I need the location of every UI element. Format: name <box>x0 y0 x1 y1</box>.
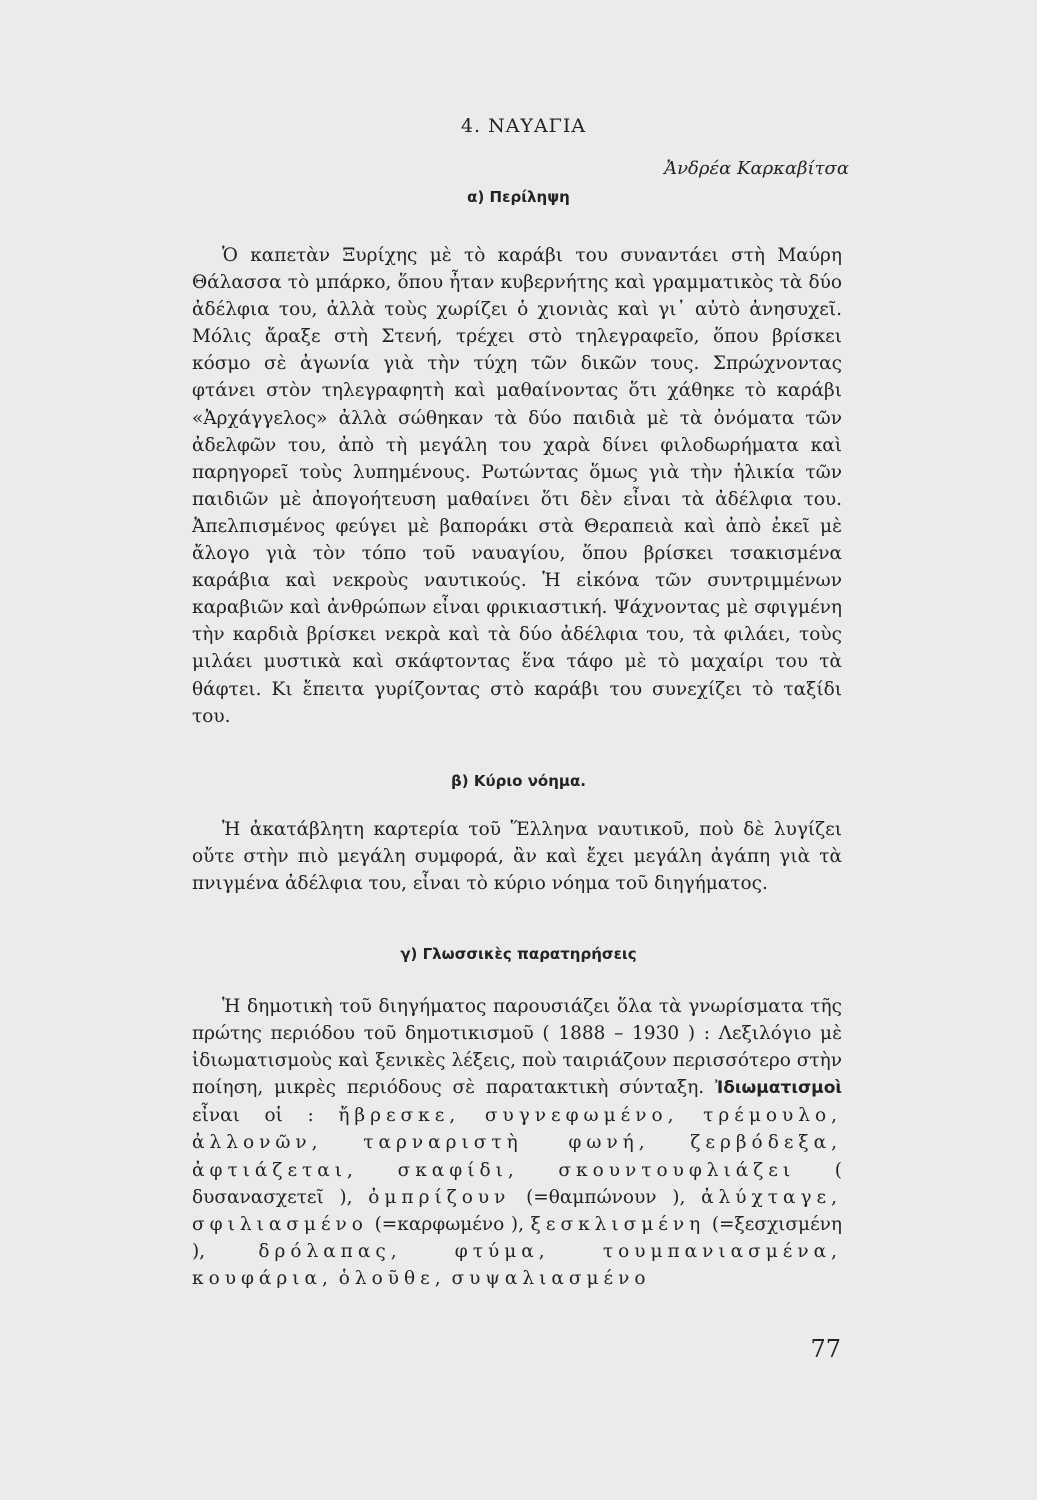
language-notes-heading: γ) Γλωσσικὲς παρατηρήσεις <box>400 945 637 963</box>
idiom-item: σκαφίδι, <box>397 1159 519 1181</box>
idiom-item: ὁλοῦθε, <box>338 1267 446 1289</box>
idioms-label: Ἰδιωματισμοὶ <box>714 1078 842 1099</box>
idiom-item: ξεσκλισμένη <box>530 1213 706 1235</box>
idiom-item: ἤβρεσκε, <box>338 1105 461 1127</box>
idiom-item: ἀλύχταγε, <box>701 1186 842 1208</box>
idiom-item: (=ξεσχισμένη ), <box>192 1213 842 1262</box>
idiom-item: τουμπανιασμένα, <box>602 1240 842 1262</box>
main-idea-paragraph: Ἡ ἀκατάβλητη καρτερία τοῦ Ἕλληνα ναυτικοῦ, ποὺ δὲ λυγίζει οὔτε στὴν πιὸ μεγάλη συμφορά, ἂν καὶ ἔχει μεγάλη ἀγάπη γιὰ τὰ πνιγμένα ἀδέλφια του, εἶναι τὸ κύριο νόημα τοῦ διηγήματος. <box>192 819 842 895</box>
idiom-item: (=καρφωμένο ), <box>374 1213 525 1235</box>
idioms-list <box>192 1105 842 1289</box>
page-number: 77 <box>810 1335 841 1363</box>
idiom-item: ὀμπρίζουν <box>368 1186 511 1208</box>
idiom-item: ( δυσανασχετεῖ ), <box>192 1159 842 1208</box>
idiom-item: φτύμα, <box>454 1240 550 1262</box>
idiom-item: ζερβόδεξα, <box>690 1132 842 1154</box>
idiom-item: κουφάρια, <box>192 1267 333 1289</box>
idiom-item: τρέμουλο, <box>703 1105 843 1127</box>
summary-paragraph: Ὁ καπετὰν Ξυρίχης μὲ τὸ καράβι του συναντάει στὴ Μαύρη Θάλασσα τὸ μπάρκο, ὅπου ἦταν κυβερνήτης καὶ γραμματικὸς τὰ δύο ἀδέλφια του, ἀλλὰ τοὺς χωρίζει ὁ χιονιὰς καὶ γι᾿ αὐτὸ ἀνησυχεῖ. Μόλις ἄραξε στὴ Στενή, τρέχει στὸ τηλεγραφεῖο, ὅπου βρίσκει κόσμο σὲ ἀγωνία γιὰ τὴν τύχη τῶν δικῶν τους. Σπρώχνοντας φτάνει στὸν τηλεγραφητὴ καὶ μαθαίνοντας ὅτι χάθηκε τὸ καράβι «Ἀρχάγγελος» ἀλλὰ σώθηκαν τὰ δύο παιδιὰ μὲ τὰ ὀνόματα τῶν ἀδελφῶν του, ἀπὸ τὴ μεγάλη του χαρὰ δίνει φιλοδωρήματα καὶ παρηγορεῖ τοὺς λυπημένους. Ρωτώντας ὅμως γιὰ τὴν ἡλικία τῶν παιδιῶν μὲ ἀπογοήτευση μαθαίνει ὅτι δὲν εἶναι τὰ ἀδέλφια του. Ἀπελπισμένος φεύγει μὲ βαποράκι στὰ Θεραπειὰ καὶ ἀπὸ ἐκεῖ μὲ ἄλογο γιὰ τὸν τόπο τοῦ ναυαγίου, ὅπου βρίσκει τσακισμένα καράβια καὶ νεκροὺς ναυτικούς. Ἡ εἰκόνα τῶν συντριμμένων καραβιῶν καὶ ἀνθρώπων εἶναι φρικιαστική. Ψάχνοντας μὲ σφιγμένη τὴν καρδιὰ βρίσκει νεκρὰ καὶ τὰ δύο ἀδέλφια του, τὰ φιλάει, τοὺς μιλάει μυστικὰ καὶ σκάφτοντας ἕνα τάφο μὲ τὸ μαχαίρι του τὰ θάφτει. Κι ἔπειτα γυρίζοντας στὸ καράβι του συνεχίζει τὸ ταξίδι του. <box>192 245 842 727</box>
idiom-item: σκουντουφλιάζει <box>558 1159 796 1181</box>
idiom-item: δρόλαπας, <box>258 1240 402 1262</box>
idiom-item: ταρναριστὴ φωνή, <box>363 1132 650 1154</box>
idioms-intro: εἶναι οἱ : <box>192 1105 314 1127</box>
idiom-item: ἀλλονῶν, <box>192 1132 323 1154</box>
idiom-item: συγνεφωμένο, <box>484 1105 679 1127</box>
chapter-title: 4. ΝΑΥΑΓΙΑ <box>460 115 587 137</box>
author-name: Ἀνδρέα Καρκαβίτσα <box>664 158 849 179</box>
language-notes-paragraph <box>192 993 842 1292</box>
main-idea-heading: β) Κύριο νόημα. <box>451 772 586 790</box>
idiom-item: (=θαμπώνουν ), <box>526 1186 686 1208</box>
idiom-item: συψαλιασμένο <box>451 1267 651 1289</box>
idiom-item: ἀφτιάζεται, <box>192 1159 358 1181</box>
summary-heading: α) Περίληψη <box>467 188 570 206</box>
idiom-item: σφιλιασμένο <box>192 1213 368 1235</box>
language-notes-text: Ἡ δημοτικὴ τοῦ διηγήματος παρουσιάζει ὅλα τὰ γνωρίσματα τῆς πρώτης περιόδου τοῦ δημοτικισμοῦ ( 1888 – 1930 ) : Λεξιλόγιο μὲ ἰδιωματισμοὺς καὶ ξενικὲς λέξεις, ποὺ ταιριάζουν περισσότερο στὴν ποίηση, μικρὲς περιόδους σὲ παρατακτικὴ σύνταξη. <box>192 996 842 1099</box>
